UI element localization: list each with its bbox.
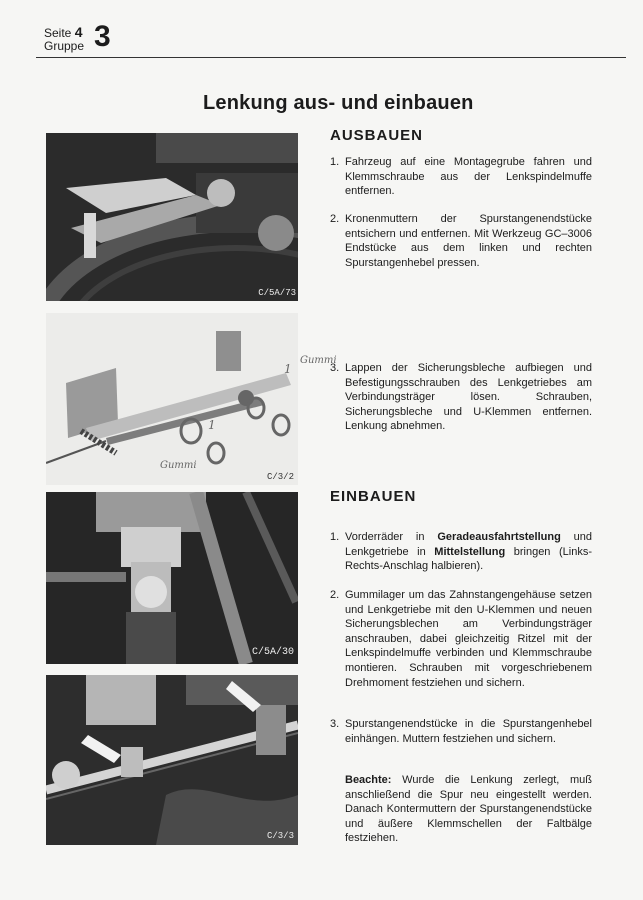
step-text: Lappen der Sicherungsbleche aufbiegen und Befestigungsschrauben des Lenkgetriebes am Verbindungsträger lösen. Schrauben, Sicherungsbleche und U-Klemmen entfernen. Lenkung abnehmen. xyxy=(345,362,592,433)
step-number: 3. xyxy=(330,718,340,730)
handwriting-2: 1 xyxy=(208,418,216,432)
header-rule xyxy=(36,57,626,58)
einbauen-step-2 xyxy=(330,588,592,690)
photo-1-illustration xyxy=(46,133,298,301)
section-heading-ausbauen: AUSBAUEN xyxy=(330,127,424,144)
step-text xyxy=(345,530,592,574)
photo-3-illustration xyxy=(46,492,298,664)
step-text: Kronenmuttern der Spurstangenendstücke entsichern und entfernen. Mit Werkzeug GC–3006 Endstücke aus dem linken und rechten Spurstangenhebel pressen. xyxy=(345,213,592,269)
photo-tie-rod-removal xyxy=(46,133,298,301)
seite-label: Seite xyxy=(44,26,72,40)
note-label: Beachte: xyxy=(345,774,392,786)
einbauen-step-1 xyxy=(330,530,592,574)
photo-tie-rod-install xyxy=(46,675,298,845)
text-part: Vorderräder in xyxy=(345,531,438,543)
step-text: Gummilager um das Zahnstangengehäuse setzen und Lenkgetriebe mit den U-Klemmen und neuen Sicherungsblechen am Verbindungsträger anschrauben, dabei gleichzeitig Ritzel mit der Lenkspindelmuffe verbinden und Klemmschraube montieren. Schrauben mit vorgeschriebenem Drehmoment festziehen und sichern. xyxy=(345,589,592,689)
ausbauen-step-3 xyxy=(330,361,592,434)
seite-number: 4 xyxy=(74,24,83,40)
handwriting-1: 1 xyxy=(284,362,292,376)
gruppe-number: 3 xyxy=(94,20,111,53)
step-number: 1. xyxy=(330,156,340,168)
handwriting-gummi-2: Gummi xyxy=(160,460,197,471)
emphasis-geradeaus: Geradeausfahrtstellung xyxy=(437,531,561,543)
note-text: Wurde die Lenkung zerlegt, muß anschließend die Spur neu eingestellt werden. Danach Kontermuttern der Spurstangenendstücke und äußere Klemmschellen der Faltbälge festziehen. xyxy=(345,774,592,845)
photo-2-caption: C/3/2 xyxy=(266,472,294,482)
step-text: Spurstangenendstücke in die Spurstangenhebel einhängen. Muttern festziehen und sichern. xyxy=(345,718,592,745)
page-header xyxy=(36,20,626,58)
note-beachte xyxy=(345,773,592,846)
einbauen-step-3 xyxy=(330,717,592,746)
ausbauen-step-2 xyxy=(330,212,592,270)
emphasis-mittelstellung: Mittelstellung xyxy=(434,545,506,558)
photo-4-caption: C/3/3 xyxy=(266,831,294,841)
step-number: 2. xyxy=(330,213,340,225)
text-part: und Lenkgetriebe in xyxy=(345,531,592,558)
photo-4-illustration xyxy=(46,675,298,845)
gruppe-label: Gruppe xyxy=(44,39,85,53)
photo-3-caption: C/5A/30 xyxy=(251,647,294,658)
handwriting-gummi-1: Gummi xyxy=(300,355,337,366)
step-number: 2. xyxy=(330,589,340,601)
page-title: Lenkung aus- und einbauen xyxy=(203,92,474,114)
section-heading-einbauen: EINBAUEN xyxy=(330,488,417,505)
photo-steering-coupling xyxy=(46,492,298,664)
step-number: 3. xyxy=(330,362,340,374)
photo-1-caption: C/5A/73 xyxy=(258,288,296,298)
ausbauen-step-1 xyxy=(330,155,592,199)
page-number xyxy=(44,24,83,40)
text-part: bringen (Links-Rechts-Anschlag halbieren). xyxy=(345,545,592,573)
step-text: Fahrzeug auf eine Montagegrube fahren und Klemmschraube aus der Lenkspindelmuffe entfernen. xyxy=(345,156,592,198)
step-number: 1. xyxy=(330,531,340,543)
